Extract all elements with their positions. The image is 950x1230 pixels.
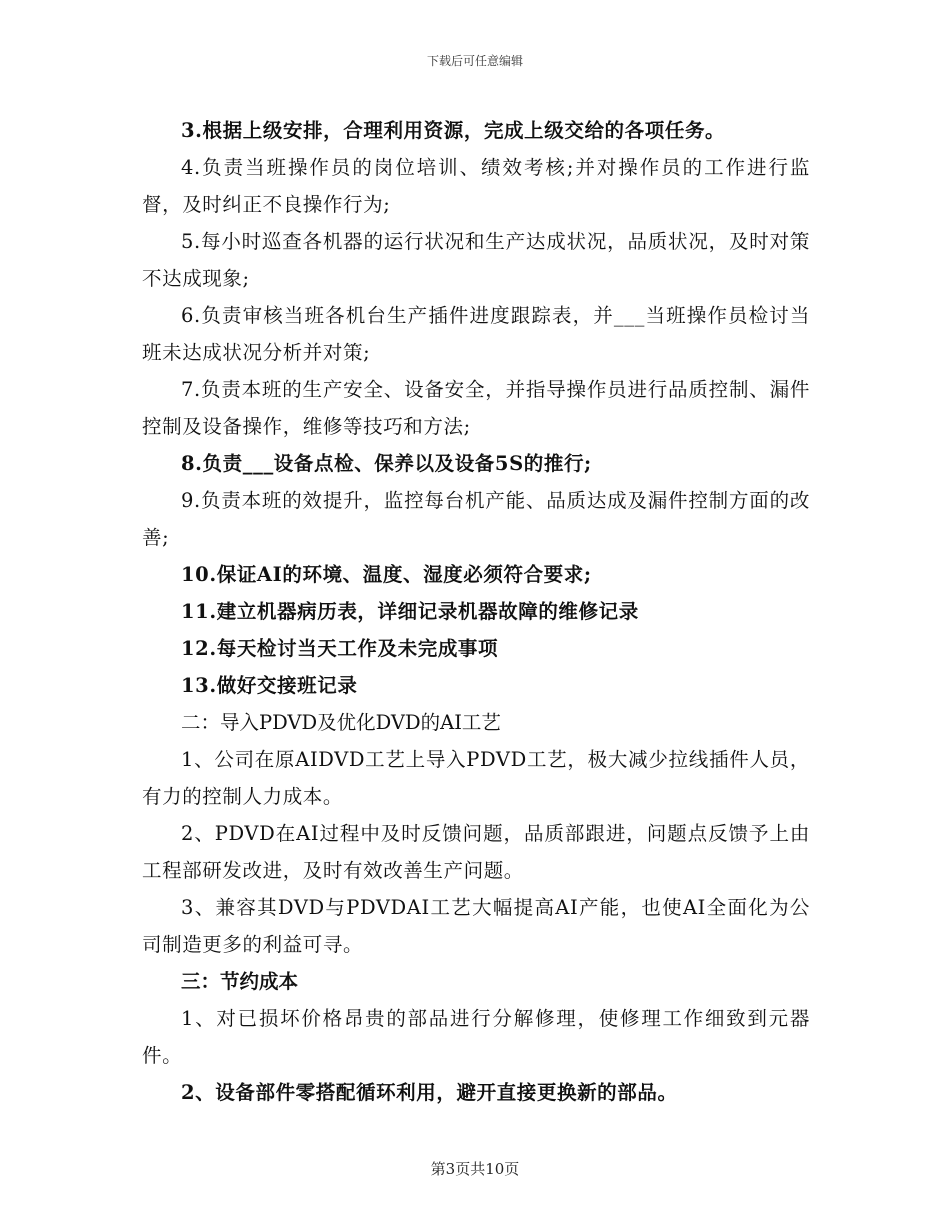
paragraph-item-12: 12.每天检讨当天工作及未完成事项 <box>181 637 499 660</box>
section2-item-1: 1、公司在原AIDVD工艺上导入PDVD工艺，极大减少拉线插件人员，有力的控制人力成本。 <box>142 748 810 808</box>
paragraph-item-9: 9.负责本班的效提升，监控每台机产能、品质达成及漏件控制方面的改善; <box>142 489 810 549</box>
paragraph-item-11: 11.建立机器病历表，详细记录机器故障的维修记录 <box>181 600 639 623</box>
paragraph-item-8: 8.负责___设备点检、保养以及设备5S的推行; <box>181 452 592 475</box>
section2-item-2: 2、PDVD在AI过程中及时反馈问题，品质部跟进，问题点反馈予上由工程部研发改进，及时有效改善生产问题。 <box>142 822 810 882</box>
page-header: 下载后可任意编辑 <box>426 54 523 68</box>
page-footer: 第3页共10页 <box>430 1160 520 1178</box>
paragraph-item-7: 7.负责本班的生产安全、设备安全，并指导操作员进行品质控制、漏件控制及设备操作，维修等技巧和方法; <box>142 378 810 438</box>
section2-item-3: 3、兼容其DVD与PDVDAI工艺大幅提高AI产能，也使AI全面化为公司制造更多的利益可寻。 <box>142 896 810 956</box>
section3-item-2: 2、设备部件零搭配循环利用，避开直接更换新的部品。 <box>181 1081 678 1104</box>
section-heading-3: 三：节约成本 <box>181 970 299 993</box>
paragraph-item-13: 13.做好交接班记录 <box>181 674 358 697</box>
section3-item-1: 1、对已损坏价格昂贵的部品进行分解修理，使修理工作细致到元器件。 <box>142 1007 810 1067</box>
paragraph-item-10: 10.保证AI的环境、温度、湿度必须符合要求; <box>181 563 592 586</box>
paragraph-item-4: 4.负责当班操作员的岗位培训、绩效考核;并对操作员的工作进行监督，及时纠正不良操作行为; <box>142 156 810 216</box>
section-heading-2: 二：导入PDVD及优化DVD的AI工艺 <box>181 711 501 734</box>
paragraph-item-5: 5.每小时巡查各机器的运行状况和生产达成状况，品质状况，及时对策不达成现象; <box>142 230 810 290</box>
paragraph-item-3: 3.根据上级安排，合理利用资源，完成上级交给的各项任务。 <box>181 119 726 142</box>
document-body <box>142 112 810 1111</box>
paragraph-item-6: 6.负责审核当班各机台生产插件进度跟踪表，并___当班操作员检讨当班未达成状况分析并对策; <box>142 304 810 364</box>
